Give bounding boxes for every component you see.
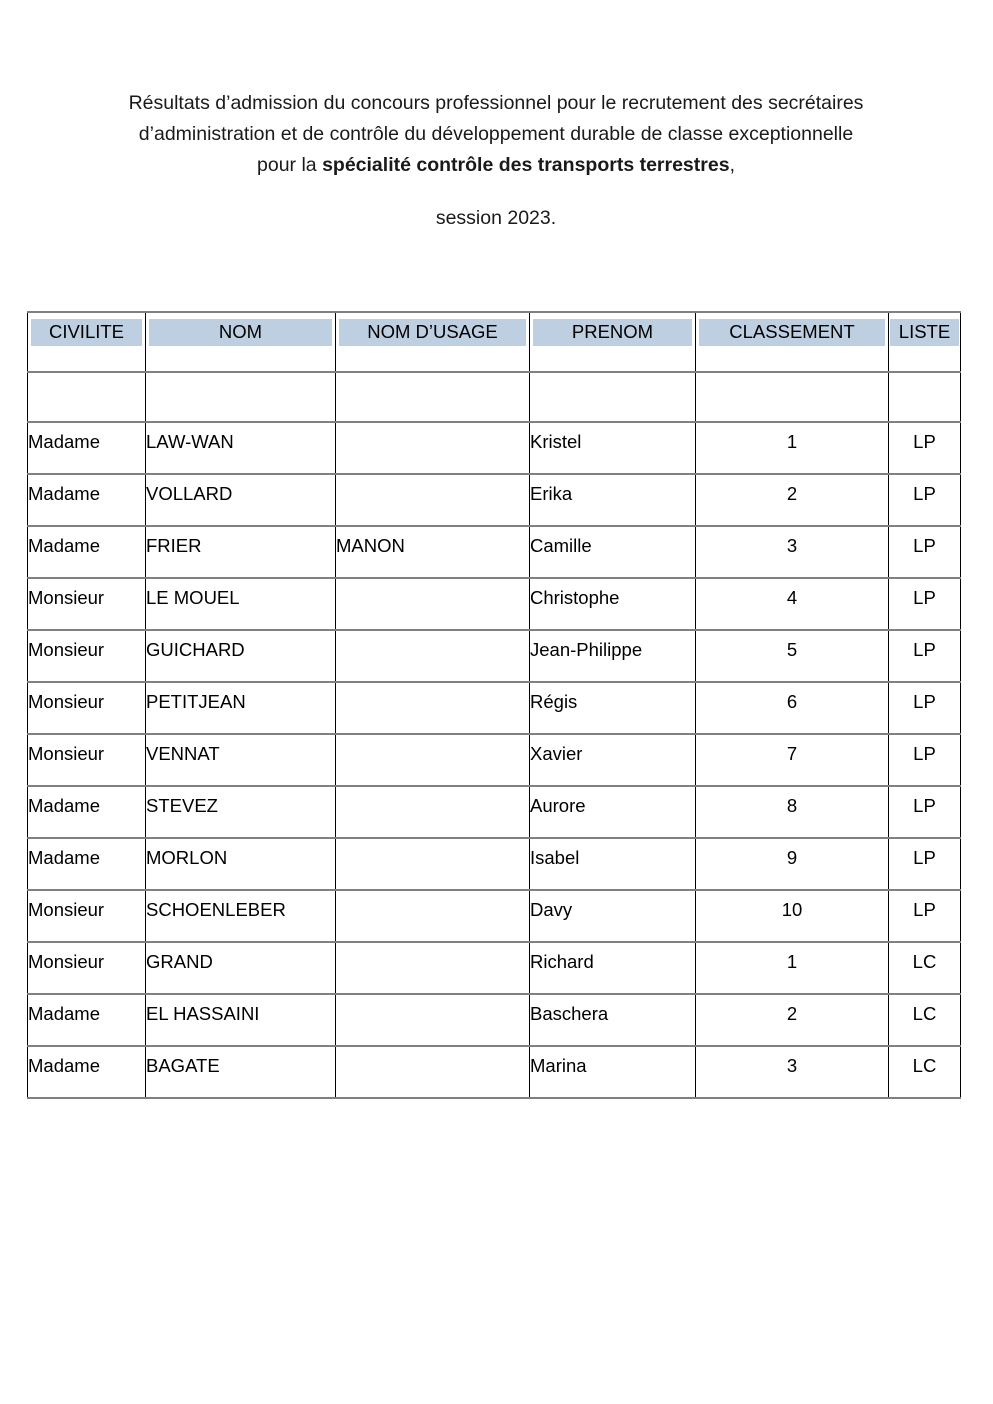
- column-header-prenom-label: PRENOM: [533, 319, 692, 346]
- cell-nom-usage: [336, 1046, 530, 1098]
- empty-cell-classement: [696, 372, 889, 422]
- table-empty-row: [28, 372, 961, 422]
- cell-nom-usage: [336, 474, 530, 526]
- cell-prenom: Camille: [530, 526, 696, 578]
- page-title: [120, 88, 872, 234]
- table-row: [28, 890, 961, 942]
- cell-prenom: Richard: [530, 942, 696, 994]
- cell-civilite: Monsieur: [28, 578, 146, 630]
- cell-classement: 2: [696, 994, 889, 1046]
- column-header-nom-usage-label: NOM D’USAGE: [339, 319, 526, 346]
- cell-prenom: Régis: [530, 682, 696, 734]
- cell-prenom: Christophe: [530, 578, 696, 630]
- title-session-line: session 2023.: [435, 207, 557, 229]
- cell-civilite: Madame: [28, 838, 146, 890]
- cell-nom-usage: [336, 838, 530, 890]
- empty-cell-nom: [146, 372, 336, 422]
- cell-classement: 3: [696, 526, 889, 578]
- cell-liste: LP: [889, 890, 961, 942]
- cell-nom-usage: [336, 682, 530, 734]
- title-suffix-text: ,: [729, 154, 735, 176]
- column-header-classement: [696, 312, 889, 372]
- cell-liste: LP: [889, 474, 961, 526]
- cell-civilite: Madame: [28, 526, 146, 578]
- cell-civilite: Madame: [28, 786, 146, 838]
- cell-nom-usage: [336, 942, 530, 994]
- cell-nom: VENNAT: [146, 734, 336, 786]
- cell-classement: 1: [696, 942, 889, 994]
- cell-liste: LC: [889, 1046, 961, 1098]
- cell-nom: SCHOENLEBER: [146, 890, 336, 942]
- cell-classement: 1: [696, 422, 889, 474]
- table-header-row: [28, 312, 961, 372]
- cell-liste: LP: [889, 682, 961, 734]
- table-row: [28, 734, 961, 786]
- cell-prenom: Kristel: [530, 422, 696, 474]
- cell-classement: 7: [696, 734, 889, 786]
- cell-civilite: Monsieur: [28, 734, 146, 786]
- cell-classement: 3: [696, 1046, 889, 1098]
- cell-nom: PETITJEAN: [146, 682, 336, 734]
- column-header-nom-label: NOM: [149, 319, 332, 346]
- cell-nom: GRAND: [146, 942, 336, 994]
- cell-nom-usage: [336, 734, 530, 786]
- cell-civilite: Monsieur: [28, 682, 146, 734]
- cell-civilite: Madame: [28, 474, 146, 526]
- title-speciality-bold: spécialité contrôle des transports terrestres: [322, 154, 730, 176]
- cell-nom-usage: [336, 786, 530, 838]
- cell-prenom: Xavier: [530, 734, 696, 786]
- table-row: [28, 578, 961, 630]
- cell-nom-usage: MANON: [336, 526, 530, 578]
- cell-nom: BAGATE: [146, 1046, 336, 1098]
- cell-nom: STEVEZ: [146, 786, 336, 838]
- cell-civilite: Monsieur: [28, 942, 146, 994]
- title-main-sentence: [120, 88, 872, 181]
- results-table-container: [27, 311, 960, 1099]
- cell-liste: LP: [889, 526, 961, 578]
- cell-civilite: Madame: [28, 994, 146, 1046]
- column-header-liste: [889, 312, 961, 372]
- cell-civilite: Madame: [28, 1046, 146, 1098]
- cell-prenom: Davy: [530, 890, 696, 942]
- cell-nom: VOLLARD: [146, 474, 336, 526]
- column-header-classement-label: CLASSEMENT: [699, 319, 885, 346]
- cell-nom: EL HASSAINI: [146, 994, 336, 1046]
- table-row: [28, 526, 961, 578]
- table-row: [28, 786, 961, 838]
- table-row: [28, 422, 961, 474]
- cell-nom: LAW-WAN: [146, 422, 336, 474]
- cell-prenom: Isabel: [530, 838, 696, 890]
- table-row: [28, 994, 961, 1046]
- column-header-prenom: [530, 312, 696, 372]
- table-row: [28, 838, 961, 890]
- cell-liste: LP: [889, 630, 961, 682]
- cell-liste: LP: [889, 786, 961, 838]
- cell-classement: 8: [696, 786, 889, 838]
- cell-classement: 5: [696, 630, 889, 682]
- cell-liste: LP: [889, 578, 961, 630]
- cell-nom-usage: [336, 994, 530, 1046]
- cell-nom: FRIER: [146, 526, 336, 578]
- cell-classement: 10: [696, 890, 889, 942]
- cell-nom-usage: [336, 890, 530, 942]
- empty-cell-liste: [889, 372, 961, 422]
- column-header-liste-label: LISTE: [890, 319, 959, 346]
- cell-classement: 9: [696, 838, 889, 890]
- cell-classement: 6: [696, 682, 889, 734]
- cell-civilite: Madame: [28, 422, 146, 474]
- cell-liste: LP: [889, 422, 961, 474]
- title-prefix-text: Résultats d’admission du concours professionnel pour le recrutement des secrétaires d’administration et de contrôle du développement durable de classe exceptionnelle pour la: [128, 92, 864, 176]
- cell-nom-usage: [336, 422, 530, 474]
- cell-prenom: Aurore: [530, 786, 696, 838]
- cell-nom: LE MOUEL: [146, 578, 336, 630]
- results-table: [27, 311, 961, 1099]
- column-header-nom: [146, 312, 336, 372]
- cell-nom-usage: [336, 578, 530, 630]
- table-row: [28, 630, 961, 682]
- column-header-nom-usage: [336, 312, 530, 372]
- table-header: [28, 312, 961, 372]
- cell-nom: GUICHARD: [146, 630, 336, 682]
- cell-liste: LP: [889, 734, 961, 786]
- cell-prenom: Erika: [530, 474, 696, 526]
- cell-civilite: Monsieur: [28, 630, 146, 682]
- cell-liste: LP: [889, 838, 961, 890]
- column-header-civilite-label: CIVILITE: [31, 319, 142, 346]
- cell-civilite: Monsieur: [28, 890, 146, 942]
- cell-nom: MORLON: [146, 838, 336, 890]
- table-row: [28, 1046, 961, 1098]
- cell-prenom: Baschera: [530, 994, 696, 1046]
- empty-cell-nom-usage: [336, 372, 530, 422]
- cell-prenom: Marina: [530, 1046, 696, 1098]
- empty-cell-civilite: [28, 372, 146, 422]
- column-header-civilite: [28, 312, 146, 372]
- table-row: [28, 474, 961, 526]
- cell-classement: 4: [696, 578, 889, 630]
- table-row: [28, 682, 961, 734]
- table-row: [28, 942, 961, 994]
- cell-classement: 2: [696, 474, 889, 526]
- cell-nom-usage: [336, 630, 530, 682]
- empty-cell-prenom: [530, 372, 696, 422]
- cell-liste: LC: [889, 942, 961, 994]
- table-body: [28, 372, 961, 1098]
- cell-liste: LC: [889, 994, 961, 1046]
- cell-prenom: Jean-Philippe: [530, 630, 696, 682]
